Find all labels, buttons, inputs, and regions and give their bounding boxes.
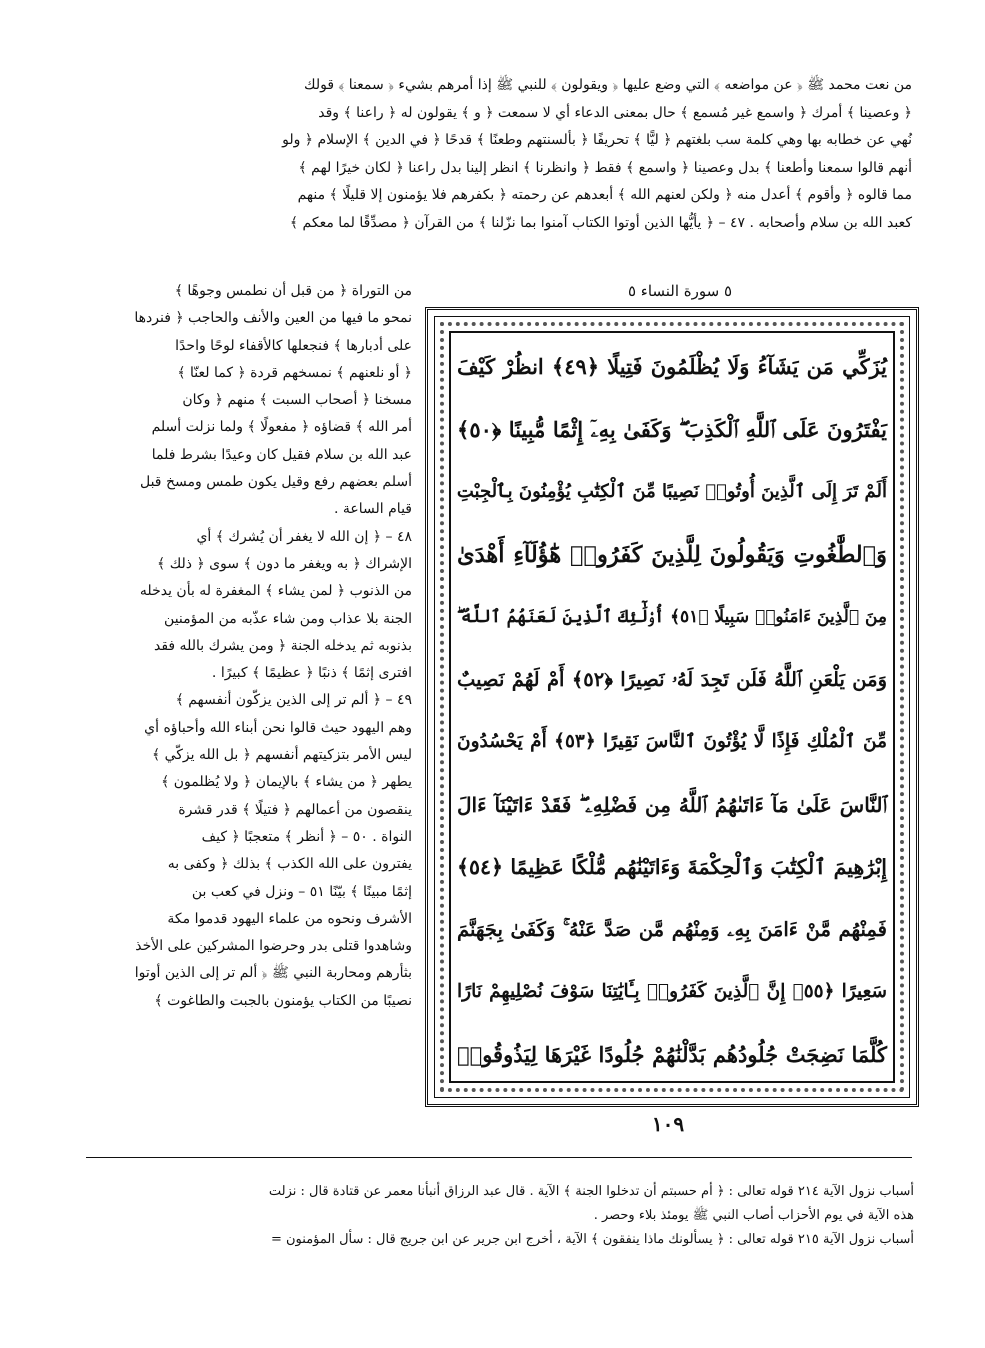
commentary-line: على أدبارها ﴾ فنجعلها كالأقفاء لوحًا واحدًا: [175, 337, 412, 354]
footnote-divider: [86, 1157, 912, 1158]
commentary-line: من التوراة ﴿ من قبل أن نطمس وجوهًا ﴾: [174, 283, 412, 299]
commentary-line: نصيبًا من الكتاب يؤمنون بالجبت والطاغوت ﴾: [154, 992, 412, 1009]
commentary-line: الأشرف ونحوه من علماء اليهود قدموا مكة: [167, 910, 412, 927]
commentary-line: افترى إثمًا ﴾ ذنبًا ﴿ عظيمًا ﴾ كبيرًا .: [211, 665, 412, 682]
verse-line: سَعِيرًا ﴿٥٥﴾ إِنَّ ٱلَّذِينَ كَفَرُوا۟ بِـَٔايَٰتِنَا سَوْفَ نُصْلِيهِمْ نَارًا: [457, 981, 887, 1003]
commentary-line: الجنة بلا عذاب ومن شاء عذّبه من المؤمنين: [164, 610, 412, 627]
verse-line: إِبْرَٰهِيمَ ٱلْكِتَٰبَ وَٱلْحِكْمَةَ وَءَاتَيْنَٰهُم مُّلْكًا عَظِيمًا ﴿٥٤﴾: [457, 855, 887, 880]
commentary-line: يطهر ﴿ من يشاء ﴾ بالإيمان ﴿ ولا يُظلمون ﴾: [161, 774, 412, 791]
commentary-line: النواة . ٥٠ – ﴿ أنظر ﴾ متعجبًا ﴿ كيف: [201, 828, 412, 845]
verse-line: وَٱلطَّٰغُوتِ وَيَقُولُونَ لِلَّذِينَ كَفَرُوا۟ هَٰٓؤُلَآءِ أَهْدَىٰ: [457, 541, 887, 568]
commentary-line: يفترون على الله الكذب ﴾ بذلك ﴿ وكفى به: [167, 856, 412, 873]
decorative-border: [434, 316, 910, 1098]
commentary-line: ٤٨ – ﴿ إن الله لا يغفر أن يُشرك ﴾ أي: [196, 528, 412, 545]
verse-lines: [457, 347, 887, 1075]
commentary-line: قيام الساعة .: [334, 501, 412, 518]
verse-line: فَمِنْهُم مَّنْ ءَامَنَ بِهِۦ وَمِنْهُم مَّن صَدَّ عَنْهُ ۚ وَكَفَىٰ بِجَهَنَّمَ: [457, 917, 887, 941]
commentary-line: نمحو ما فيها من العين والأنف والحاجب ﴿ فنردها: [134, 310, 412, 327]
commentary-line: ليس الأمر بتزكيتهم أنفسهم ﴿ بل الله يزكّي ﴾: [151, 747, 412, 764]
commentary-line: كعبد الله بن سلام وأصحابه . ٤٧ – ﴿ يأيُّها الذين أوتوا الكتاب آمنوا بما نزّلنا ﴾ من القرآن ﴿ مصدِّقًا لما معكم ﴾: [289, 214, 912, 231]
verse-line: يَفْتَرُونَ عَلَى ٱللَّهِ ٱلْكَذِبَ ۖ وَكَفَىٰ بِهِۦٓ إِثْمًا مُّبِينًا ﴿٥٠﴾: [457, 416, 887, 442]
footnote-line: أسباب نزول الآية ٢١٤ قوله تعالى : ﴿ أم حسبتم أن تدخلوا الجنة ﴾ الآية . قال عبد الرزاق أنبأنا معمر عن قتادة قال : نزلت: [268, 1184, 914, 1199]
verse-line: يُزَكِّي مَن يَشَآءُ وَلَا يُظْلَمُونَ فَتِيلًا ﴿٤٩﴾ انظُرْ كَيْفَ: [457, 354, 887, 379]
commentary-line: ﴿ وعصينا ﴾ أمرك ﴿ واسمع غير مُسمع ﴾ حال بمعنى الدعاء أي لا سمعت ﴿ و ﴾ يقولون له ﴿ راعنا ﴾ وقد: [318, 104, 912, 121]
footnote-line: أسباب نزول الآية ٢١٥ قوله تعالى : ﴿ يسألونك ماذا ينفقون ﴾ الآية ، أخرج ابن جرير عن ابن جريج قال : سأل المؤمنون =: [270, 1232, 914, 1247]
side-commentary-column: [82, 278, 412, 1015]
surah-header: ٥ سورة النساء ٥: [627, 282, 733, 300]
commentary-line: نُهي عن خطابه بها وهي كلمة سب بلغتهم ﴿ ليًّا ﴾ تحريفًا ﴿ بألسنتهم وطعنًا ﴾ قدحًا ﴿ في الدين ﴾ الإسلام ﴿ ولو: [282, 132, 912, 149]
commentary-line: عبد الله بن سلام فقيل كان وعيدًا بشرط فلما: [151, 446, 412, 463]
top-commentary: [92, 72, 912, 238]
commentary-line: ﴿ أو نلعنهم ﴾ نمسخهم قردة ﴿ كما لعنّا ﴾: [177, 364, 412, 381]
commentary-line: مسخنا ﴿ أصحاب السبت ﴾ منهم ﴿ وكان: [182, 392, 412, 409]
quran-text-frame: [425, 307, 919, 1107]
commentary-line: ينقصون من أعمالهم ﴿ فتيلًا ﴾ قدر قشرة: [178, 801, 412, 818]
verse-line: ٱلنَّاسَ عَلَىٰ مَآ ءَاتَىٰهُمُ ٱللَّهُ مِن فَضْلِهِۦ ۖ فَقَدْ ءَاتَيْنَآ ءَالَ: [457, 792, 887, 817]
verse-line: وَمَن يَلْعَنِ ٱللَّهُ فَلَن تَجِدَ لَهُۥ نَصِيرًا ﴿٥٢﴾ أَمْ لَهُمْ نَصِيبٌ: [457, 667, 887, 691]
footnote-line: هذه الآية في يوم الأحزاب أصاب النبي ﷺ يومئذ بلاء وحصر .: [593, 1208, 914, 1223]
commentary-line: من الذنوب ﴿ لمن يشاء ﴾ المغفرة له بأن يدخله: [139, 583, 412, 600]
verse-line: أَلَمْ تَرَ إِلَى ٱلَّذِينَ أُوتُوا۟ نَصِيبًا مِّنَ ٱلْكِتَٰبِ يُؤْمِنُونَ بِٱلْجِبْتِ: [456, 481, 887, 503]
verse-line: كُلَّمَا نَضِجَتْ جُلُودُهُم بَدَّلْنَٰهُمْ جُلُودًا غَيْرَهَا لِيَذُوقُوا۟: [457, 1041, 887, 1067]
page-number: ١٠٩: [651, 1112, 685, 1136]
commentary-line: وهم اليهود حيث قالوا نحن أبناء الله وأحباؤه أي: [144, 719, 412, 736]
verse-line: مِنَ ٱلَّذِينَ ءَامَنُوا۟ سَبِيلًا ﴿٥١﴾ أُو۟لَٰٓئِكَ ٱلَّذِينَ لَعَنَهُمُ ٱللَّهُ ۖ: [456, 607, 887, 628]
commentary-line: أسلم بعضهم رفع وقيل يكون طمس ومسخ قبل: [139, 474, 412, 491]
commentary-line: الإشراك ﴿ به ويغفر ما دون ﴾ سوى ﴿ ذلك ﴾: [157, 555, 412, 572]
commentary-line: إثمًا مبينًا ﴾ بيّنًا ٥١ – ونزل في كعب بن: [191, 883, 412, 900]
commentary-line: أمر الله ﴾ قضاؤه ﴿ مفعولًا ﴾ ولما نزلت أسلم: [151, 419, 412, 436]
commentary-line: من نعت محمد ﷺ ﴿ عن مواضعه ﴾ التي وضع عليها ﴿ ويقولون ﴾ للنبي ﷺ إذا أمرهم بشيء ﴿ سمعنا ﴾ قولك: [304, 77, 912, 93]
commentary-line: مما قالوه ﴿ وأقوم ﴾ أعدل منه ﴿ ولكن لعنهم الله ﴾ أبعدهم عن رحمته ﴿ بكفرهم فلا يؤمنون إلا قليلًا ﴾ منهم: [297, 187, 912, 204]
verse-line: مِّنَ ٱلْمُلْكِ فَإِذًا لَّا يُؤْتُونَ ٱلنَّاسَ نَقِيرًا ﴿٥٣﴾ أَمْ يَحْسُدُونَ: [457, 731, 887, 753]
commentary-line: بذنوبه ثم يدخله الجنة ﴿ ومن يشرك بالله فقد: [153, 637, 412, 654]
commentary-line: أنهم قالوا سمعنا وأطعنا ﴾ بدل وعصينا ﴿ واسمع ﴾ فقط ﴿ وانظرنا ﴾ انظر إلينا بدل راعنا ﴿ لكان خيرًا لهم ﴾: [298, 159, 912, 176]
commentary-line: وشاهدوا قتلى بدر وحرضوا المشركين على الأخذ: [135, 938, 412, 955]
commentary-line: بثأرهم ومحاربة النبي ﷺ ﴿ ألم تر إلى الذين أوتوا: [134, 965, 412, 982]
footnotes: [88, 1180, 914, 1252]
commentary-line: ٤٩ – ﴿ ألم تر إلى الذين يزكّون أنفسهم ﴾: [175, 692, 412, 709]
